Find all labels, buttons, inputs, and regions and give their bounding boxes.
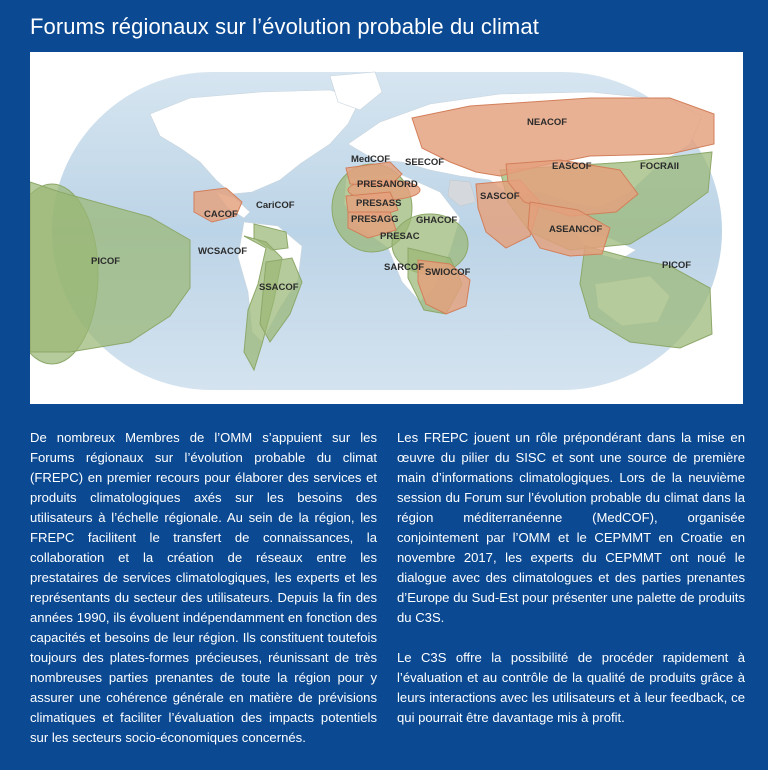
body-column-right: [397, 428, 745, 748]
rcof-world-map: [30, 52, 743, 404]
region-label-caricof: CariCOF: [256, 200, 295, 211]
region-label-swiocof: SWIOCOF: [425, 267, 471, 278]
region-label-seecof: SEECOF: [405, 157, 445, 168]
region-label-aseancof: ASEANCOF: [549, 224, 603, 235]
region-label-presac: PRESAC: [380, 231, 420, 242]
region-label-ghacof: GHACOF: [416, 215, 458, 226]
world-map-graphic: [30, 52, 743, 404]
paragraph-frepc-overview: De nombreux Membres de l’OMM s’appuient sur les Forums régionaux sur l’évolution probable du climat (FREPC) en premier recours pour élaborer des services et produits climatologiques axés sur les besoins des utilisateurs à l’échelle régionale. Au sein de la région, les FREPC facilitent le transfert de connaissances, la collaboration et la création de réseaux entre les prestataires de services climatologiques, les experts et les représentants du secteur des utilisateurs. Depuis la fin des années 1990, ils évoluent indépendamment en fonction des capacités et besoins de leur région. Ils constituent toutefois toujours des plates-formes précieuses, réunissant de très nombreuses parties prenantes de toute la région pour y assurer une cohérence générale en matière de prévisions climatiques et faciliter l’évaluation des impacts potentiels sur les secteurs socio-économiques concernés.: [30, 430, 377, 745]
region-label-picof-west: PICOF: [91, 256, 121, 267]
region-label-wcsacof: WCSACOF: [198, 246, 248, 257]
paragraph-frepc-role: Les FREPC jouent un rôle prépondérant dans la mise en œuvre du pilier du SISC et sont une source de première main d’informations climatologiques. Lors de la neuvième session du Forum sur l’évolution probable du climat dans la région méditerranéenne (MedCOF), organisée conjointement par l’OMM et le CEPMMT en Croatie en novembre 2017, les experts du CEPMMT ont noué le dialogue avec des climatologues et des parties prenantes d’Europe du Sud-Est pour présenter une palette de produits du C3S.: [397, 430, 745, 625]
paragraph-c3s: Le C3S offre la possibilité de procéder rapidement à l’évaluation et au contrôle de la qualité de produits grâce à leurs interactions avec les utilisateurs et à leur feedback, ce qui pourrait être davantage mis à profit.: [397, 650, 745, 725]
region-label-ssacof: SSACOF: [259, 282, 299, 293]
region-label-sascof: SASCOF: [480, 191, 520, 202]
region-label-focraii: FOCRAII: [640, 161, 680, 172]
region-label-presass: PRESASS: [356, 198, 402, 209]
region-label-eascof: EASCOF: [552, 161, 592, 172]
region-label-cacof: CACOF: [204, 209, 238, 220]
region-label-presanord: PRESANORD: [357, 179, 418, 190]
region-label-neacof: NEACOF: [527, 117, 568, 128]
body-column-left: [30, 428, 377, 768]
region-label-presagg: PRESAGG: [351, 214, 399, 225]
region-label-medcof: MedCOF: [351, 154, 391, 165]
region-label-picof-east: PICOF: [662, 260, 692, 271]
page-title: Forums régionaux sur l’évolution probable du climat: [30, 14, 539, 39]
region-label-sarcof: SARCOF: [384, 262, 425, 273]
